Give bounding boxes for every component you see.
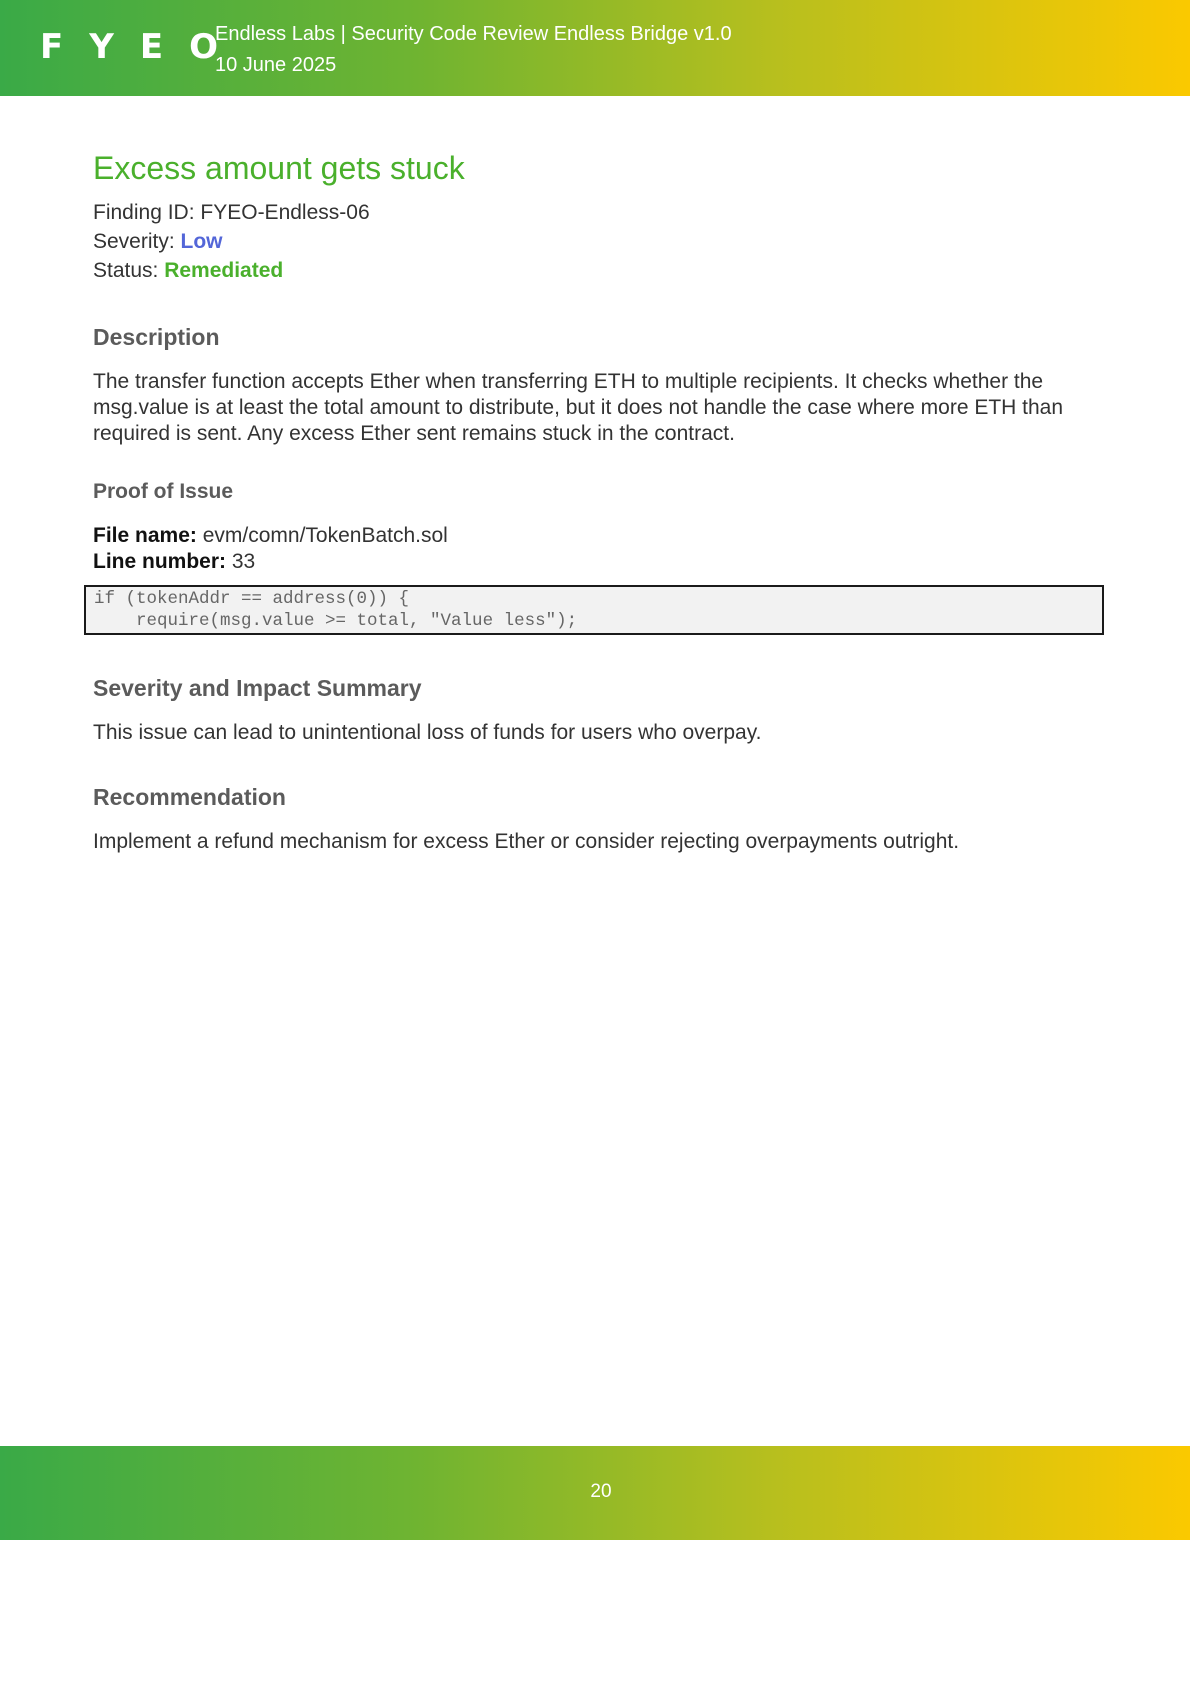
file-name-label: File name:: [93, 524, 197, 547]
summary-text: This issue can lead to unintentional loss of funds for users who overpay.: [93, 721, 762, 744]
page-footer: [0, 1446, 1190, 1540]
status-line: [93, 256, 1093, 285]
proof-heading: Proof of Issue: [93, 480, 234, 503]
page-header: [0, 0, 1190, 96]
finding-title: Excess amount gets stuck: [93, 150, 465, 186]
finding-id: FYEO-Endless-06: [200, 201, 370, 224]
file-info: [93, 523, 1093, 575]
finding-content: [93, 146, 1093, 855]
description-text: The transfer function accepts Ether when transferring ETH to multiple recipients. It checks whether the msg.value is at least the total amount to distribute, but it does not handle the case where more ETH than required is sent. Any excess Ether sent remains stuck in the contract.: [93, 370, 1064, 445]
document-title: Endless Labs | Security Code Review Endless Bridge v1.0: [215, 23, 732, 45]
file-name-line: [93, 523, 1093, 549]
severity-value: Low: [180, 230, 223, 253]
description-heading: Description: [93, 324, 220, 350]
page-number: 20: [590, 1481, 612, 1502]
file-name: evm/comn/TokenBatch.sol: [202, 524, 448, 547]
finding-id-label: Finding ID:: [93, 201, 201, 224]
status-label: Status:: [93, 259, 165, 282]
finding-id-line: [93, 198, 1093, 227]
severity-label: Severity:: [93, 230, 181, 253]
severity-line: [93, 227, 1093, 256]
document-date: 10 June 2025: [215, 54, 337, 76]
status-value: Remediated: [164, 259, 284, 282]
recommendation-heading: Recommendation: [93, 784, 286, 810]
code-snippet: if (tokenAddr == address(0)) { require(msg.value >= total, "Value less");: [84, 585, 1104, 635]
line-number-label: Line number:: [93, 550, 227, 573]
summary-heading: Severity and Impact Summary: [93, 675, 422, 701]
line-number-line: [93, 549, 1093, 575]
fyeo-logo: FYEO: [40, 27, 244, 67]
line-number: 33: [231, 550, 256, 573]
recommendation-text: Implement a refund mechanism for excess Ether or consider rejecting overpayments outright.: [93, 830, 960, 853]
